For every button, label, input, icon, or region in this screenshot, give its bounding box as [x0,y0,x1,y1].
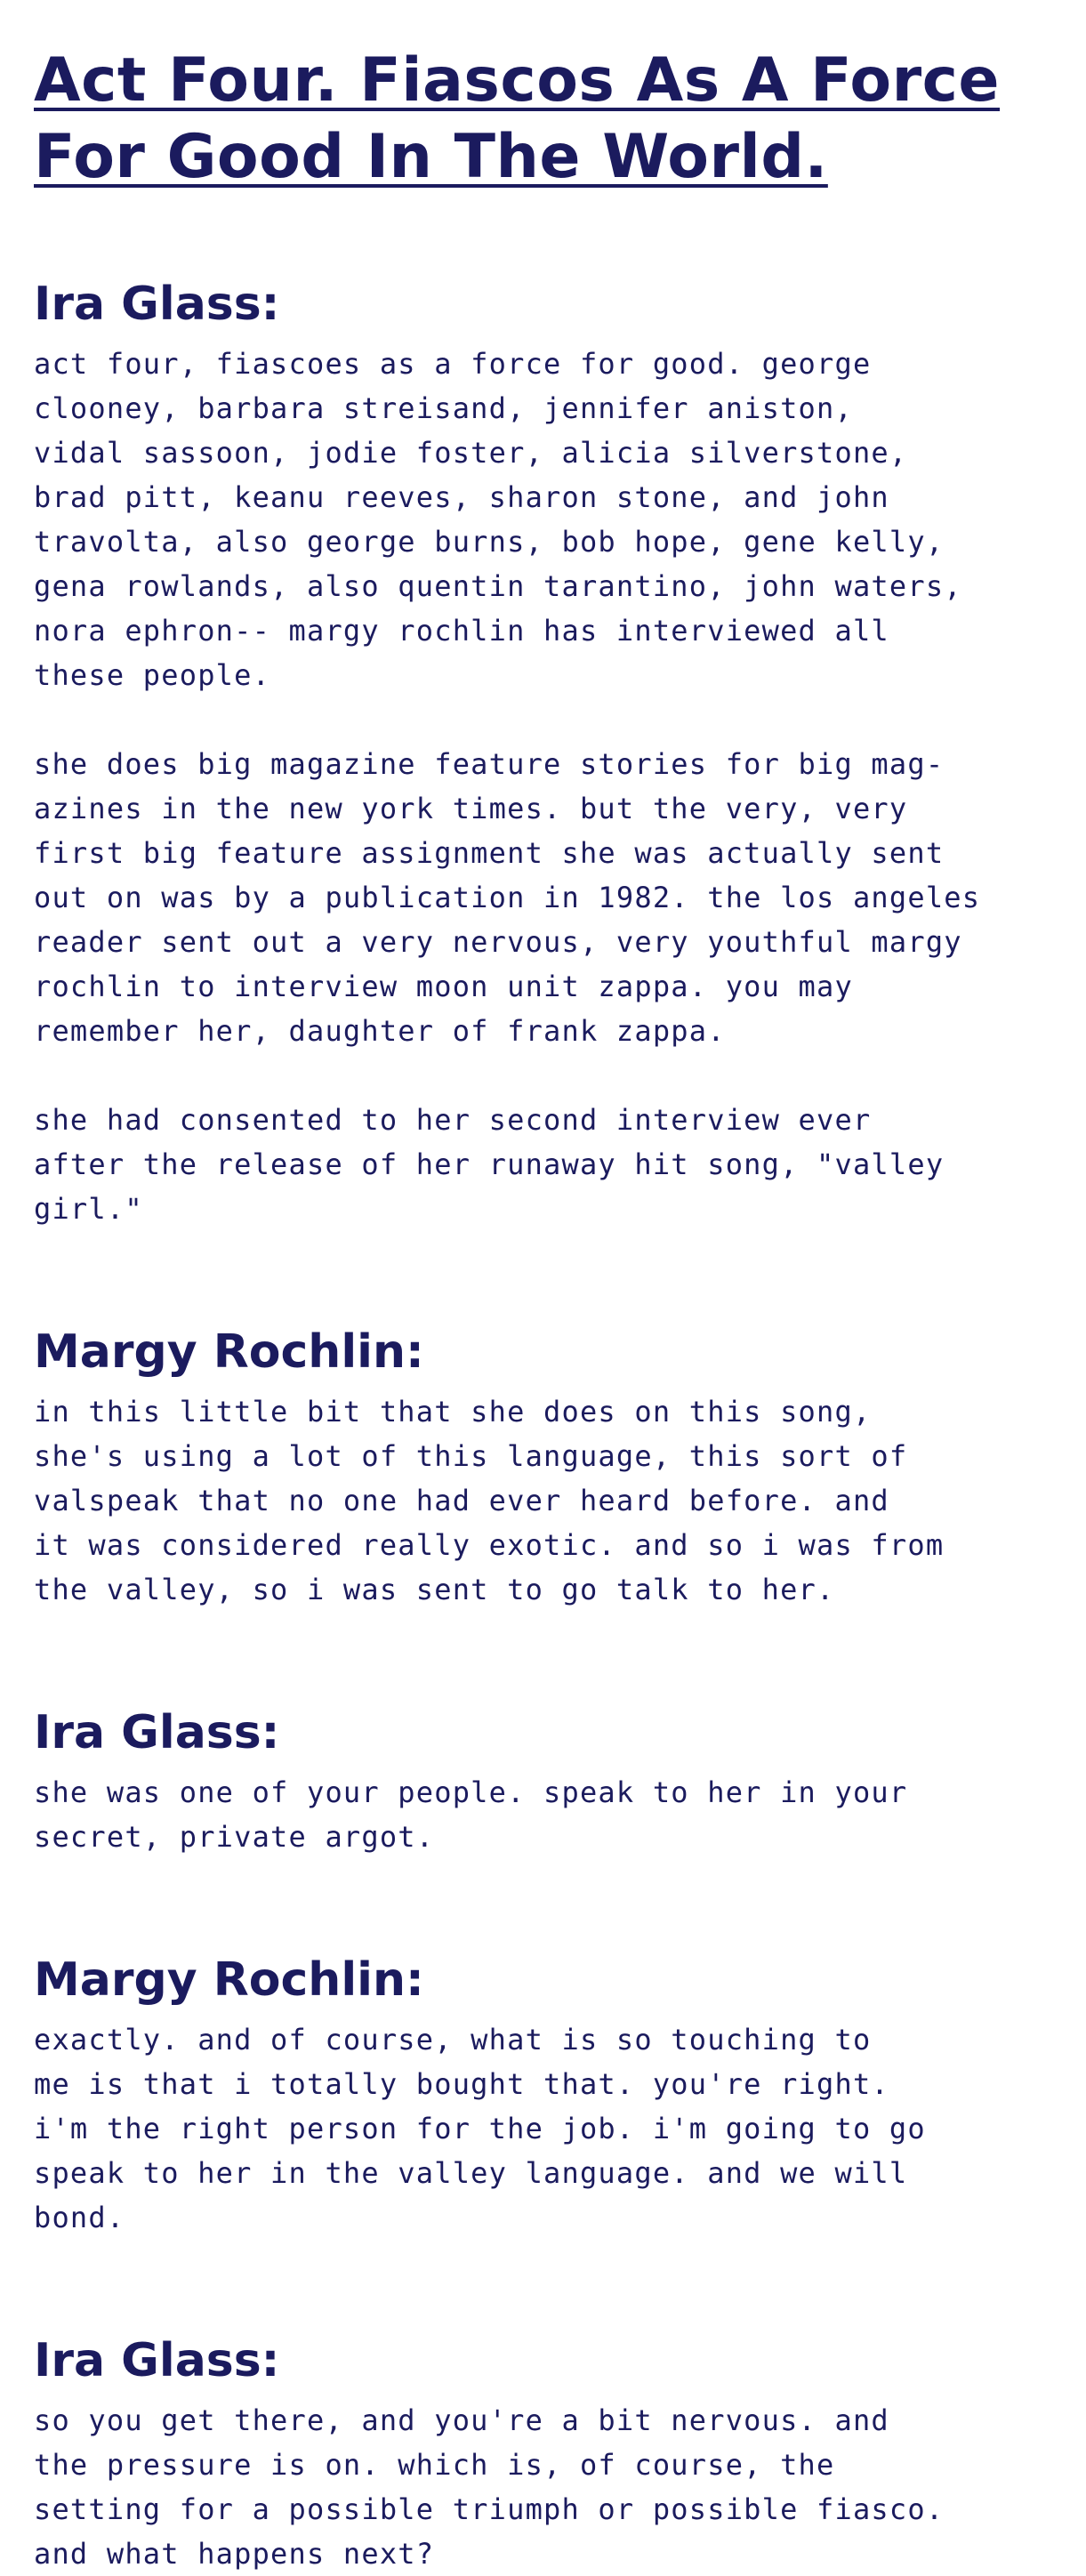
dialogue-paragraph: she had consented to her second interview ever after the release of her runaway hit song, "valley girl." [34,1103,945,1226]
dialogue-turn [34,1324,1054,1612]
dialogue-paragraph: she was one of your people. speak to her in your secret, private argot. [34,1775,908,1854]
dialogue-turn [34,276,1054,1231]
dialogue-paragraph: she does big magazine feature stories for big mag- azines in the new york times. but the very, very first big feature assignment she was actually sent out on was by a publication in 1982. the los angeles reader sent out a very nervous, very youthful margy rochlin to interview moon unit zappa. you may remember her, daughter of frank zappa. [34,747,981,1048]
speaker-name: Ira Glass: [34,1706,280,1759]
dialogue-paragraph: so you get there, and you're a bit nervous. and the pressure is on. which is, of course, the setting for a possible triumph or possible fiasco. and what happens next? [34,2403,945,2571]
act-title: Act Four. Fiascos As A Force For Good In The World. [34,45,1001,192]
speaker-name: Ira Glass: [34,2334,280,2387]
dialogue-paragraph: exactly. and of course, what is so touching to me is that i totally bought that. you're right. i'm the right person for the job. i'm going to go speak to her in the valley language. and we will bond. [34,2023,926,2234]
dialogue-turn [34,1704,1054,1859]
dialogue-turn [34,1952,1054,2240]
speaker-name: Ira Glass: [34,278,280,331]
speaker-name: Margy Rochlin: [34,1325,424,1379]
dialogue-turn [34,2332,1054,2576]
dialogue-paragraph: in this little bit that she does on this song, she's using a lot of this language, this sort of valspeak that no one had ever heard before. and it was considered really exotic. and so i was from the valley, so i was sent to go talk to her. [34,1395,945,1606]
speaker-name: Margy Rochlin: [34,1953,424,2007]
dialogue-paragraph: act four, fiascoes as a force for good. george clooney, barbara streisand, jennifer aniston, vidal sassoon, jodie foster, alicia silverstone, brad pitt, keanu reeves, sharon stone, and john travolta, also george burns, bob hope, gene kelly, gena rowlands, also quentin tarantino, john waters, nora ephron-- margy rochlin has interviewed all these people. [34,347,962,692]
